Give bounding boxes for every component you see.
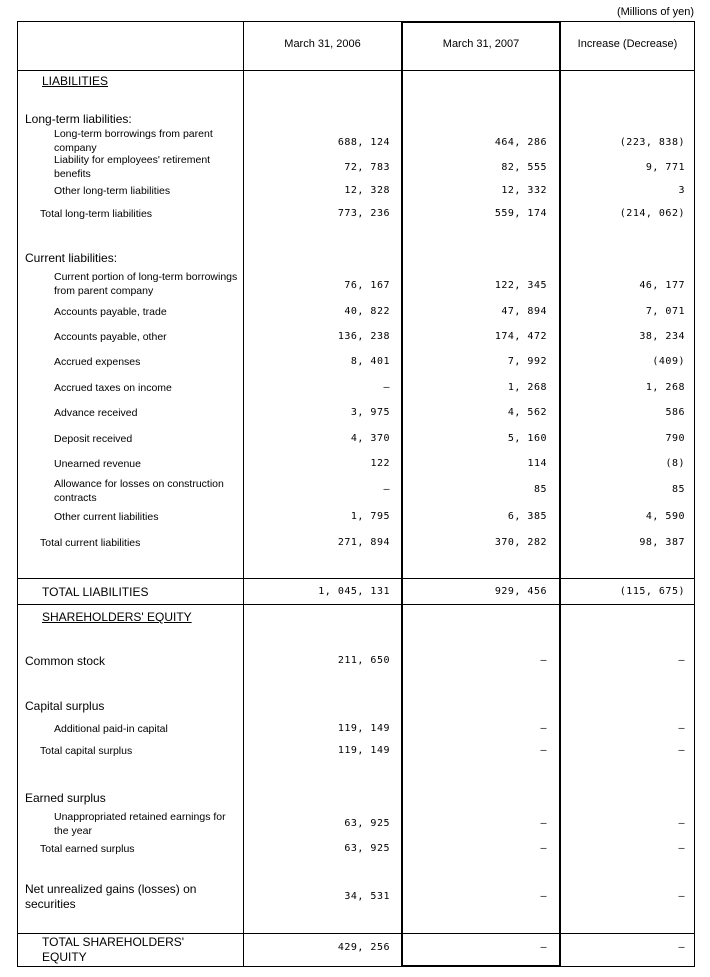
value-diff: – bbox=[678, 891, 685, 902]
value-2006: 1, 795 bbox=[350, 511, 390, 522]
total-equity-label: TOTAL SHAREHOLDERS' EQUITY bbox=[42, 935, 185, 964]
value-diff: 586 bbox=[665, 407, 685, 418]
row-label: Advance received bbox=[54, 407, 138, 419]
header-march-2007: March 31, 2007 bbox=[442, 38, 520, 50]
row-label: Unappropriated retained earnings for the year bbox=[54, 811, 226, 837]
common-stock-label: Common stock bbox=[25, 654, 106, 668]
value-2007: – bbox=[540, 891, 547, 902]
value-2006: 429, 256 bbox=[337, 942, 390, 953]
header-rule bbox=[17, 70, 695, 71]
earned-surplus-heading: Earned surplus bbox=[25, 791, 106, 805]
value-diff: (223, 838) bbox=[619, 137, 685, 148]
row-label: Accrued taxes on income bbox=[54, 382, 172, 394]
row-label: Long-term borrowings from parent company bbox=[54, 128, 213, 154]
total-long-term-label: Total long-term liabilities bbox=[40, 208, 153, 220]
value-2007: 174, 472 bbox=[494, 331, 547, 342]
value-2007: – bbox=[540, 942, 547, 953]
value-2006: 1, 045, 131 bbox=[318, 586, 390, 597]
value-2006: 3, 975 bbox=[350, 407, 390, 418]
value-diff: (409) bbox=[652, 356, 685, 367]
equity-heading: SHAREHOLDERS' EQUITY bbox=[42, 610, 192, 624]
total-liabilities-rule-bottom bbox=[17, 604, 695, 605]
value-2007: 47, 894 bbox=[501, 306, 547, 317]
header-increase-decrease: Increase (Decrease) bbox=[577, 38, 678, 50]
value-2007: 82, 555 bbox=[501, 162, 547, 173]
total-liabilities-label: TOTAL LIABILITIES bbox=[42, 585, 149, 599]
value-2007: – bbox=[540, 818, 547, 829]
value-2006: 8, 401 bbox=[350, 356, 390, 367]
value-2007: 464, 286 bbox=[494, 137, 547, 148]
total-liabilities-rule-top bbox=[17, 578, 695, 579]
value-2006: 773, 236 bbox=[337, 208, 390, 219]
total-current-label: Total current liabilities bbox=[40, 537, 141, 549]
value-diff: – bbox=[678, 723, 685, 734]
value-2006: 119, 149 bbox=[337, 745, 390, 756]
row-label: Additional paid-in capital bbox=[54, 723, 168, 735]
value-2006: – bbox=[383, 382, 390, 393]
value-2006: 122 bbox=[370, 458, 390, 469]
row-label: Other current liabilities bbox=[54, 511, 159, 523]
long-term-heading: Long-term liabilities: bbox=[25, 112, 132, 126]
value-2007: 929, 456 bbox=[494, 586, 547, 597]
value-2006: 688, 124 bbox=[337, 137, 390, 148]
value-diff: 46, 177 bbox=[639, 280, 685, 291]
value-2006: 34, 531 bbox=[344, 891, 390, 902]
value-2006: – bbox=[383, 484, 390, 495]
row-label: Unearned revenue bbox=[54, 458, 141, 470]
value-diff: 38, 234 bbox=[639, 331, 685, 342]
value-diff: 4, 590 bbox=[645, 511, 685, 522]
value-diff: 790 bbox=[665, 433, 685, 444]
value-diff: 1, 268 bbox=[645, 382, 685, 393]
total-equity-rule bbox=[17, 933, 695, 934]
value-2007: – bbox=[540, 655, 547, 666]
value-diff: (214, 062) bbox=[619, 208, 685, 219]
value-2006: 63, 925 bbox=[344, 818, 390, 829]
value-diff: 7, 071 bbox=[645, 306, 685, 317]
value-2007: – bbox=[540, 745, 547, 756]
value-2006: 76, 167 bbox=[344, 280, 390, 291]
value-2007: 114 bbox=[527, 458, 547, 469]
row-label: Current portion of long-term borrowings from parent company bbox=[54, 271, 238, 297]
row-label: Accounts payable, trade bbox=[54, 306, 167, 318]
value-diff: (8) bbox=[665, 458, 685, 469]
row-label: Allowance for losses on construction contracts bbox=[54, 478, 224, 504]
value-2006: 4, 370 bbox=[350, 433, 390, 444]
value-2007: 122, 345 bbox=[494, 280, 547, 291]
units-note: (Millions of yen) bbox=[616, 6, 694, 18]
value-2006: 40, 822 bbox=[344, 306, 390, 317]
capital-surplus-heading: Capital surplus bbox=[25, 699, 105, 713]
value-diff: 98, 387 bbox=[639, 537, 685, 548]
value-2007: 1, 268 bbox=[507, 382, 547, 393]
value-2006: 119, 149 bbox=[337, 723, 390, 734]
value-2006: 211, 650 bbox=[337, 655, 390, 666]
total-capital-surplus-label: Total capital surplus bbox=[40, 745, 133, 757]
value-diff: – bbox=[678, 745, 685, 756]
row-label: Accounts payable, other bbox=[54, 331, 167, 343]
value-2007: 4, 562 bbox=[507, 407, 547, 418]
value-diff: – bbox=[678, 655, 685, 666]
value-2007: 6, 385 bbox=[507, 511, 547, 522]
value-2007: 559, 174 bbox=[494, 208, 547, 219]
value-2006: 12, 328 bbox=[344, 185, 390, 196]
value-2006: 63, 925 bbox=[344, 843, 390, 854]
current-heading: Current liabilities: bbox=[25, 251, 118, 265]
value-diff: – bbox=[678, 942, 685, 953]
value-2007: 370, 282 bbox=[494, 537, 547, 548]
value-diff: – bbox=[678, 843, 685, 854]
value-diff: 85 bbox=[671, 484, 685, 495]
unrealized-gains-label: Net unrealized gains (losses) on securities bbox=[25, 882, 197, 911]
value-2007: – bbox=[540, 723, 547, 734]
header-march-2006: March 31, 2006 bbox=[284, 38, 361, 50]
value-2007: – bbox=[540, 843, 547, 854]
column-divider bbox=[243, 21, 244, 967]
row-label: Deposit received bbox=[54, 433, 133, 445]
row-label: Liability for employees' retirement benefits bbox=[54, 154, 211, 180]
total-earned-surplus-label: Total earned surplus bbox=[40, 843, 135, 855]
value-2007: 85 bbox=[533, 484, 547, 495]
value-diff: 9, 771 bbox=[645, 162, 685, 173]
value-diff: (115, 675) bbox=[619, 586, 685, 597]
value-2007: 5, 160 bbox=[507, 433, 547, 444]
value-diff: 3 bbox=[678, 185, 685, 196]
value-2007: 7, 992 bbox=[507, 356, 547, 367]
value-diff: – bbox=[678, 818, 685, 829]
value-2007: 12, 332 bbox=[501, 185, 547, 196]
row-label: Other long-term liabilities bbox=[54, 185, 171, 197]
value-2006: 271, 894 bbox=[337, 537, 390, 548]
liabilities-heading: LIABILITIES bbox=[42, 74, 109, 88]
value-2006: 136, 238 bbox=[337, 331, 390, 342]
value-2006: 72, 783 bbox=[344, 162, 390, 173]
row-label: Accrued expenses bbox=[54, 356, 141, 368]
